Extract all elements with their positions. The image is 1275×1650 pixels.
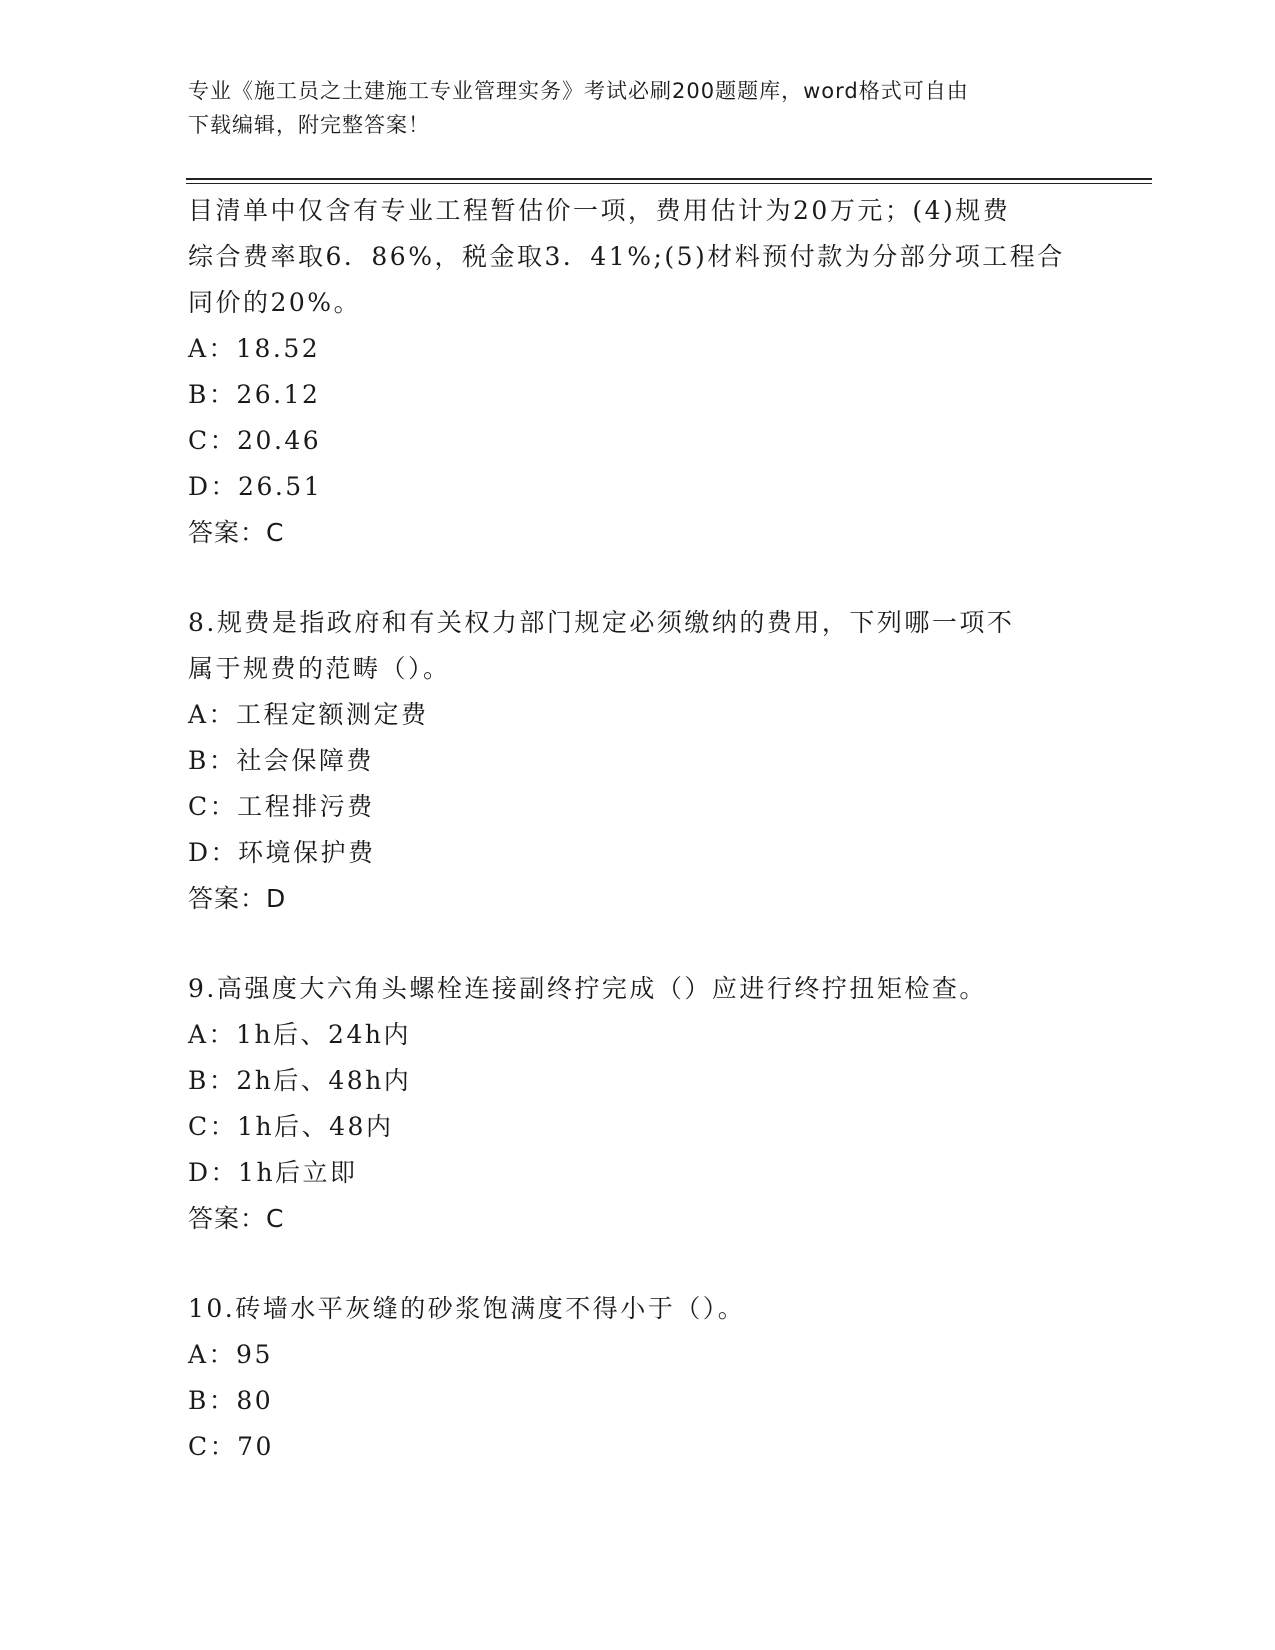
option-c: C：工程排污费 (188, 792, 375, 821)
question-9 (188, 966, 1088, 1242)
option-c: C：1h后、48内 (188, 1112, 394, 1141)
question-stem-line: 10.砖墙水平灰缝的砂浆饱满度不得小于（）。 (188, 1294, 746, 1323)
option-b: B：26.12 (188, 380, 321, 409)
option-b: B：2h后、48h内 (188, 1066, 412, 1095)
header-line-1: 专业《施工员之土建施工专业管理实务》考试必刷200题题库，word格式可自由 (188, 79, 969, 103)
question-7 (188, 188, 1088, 556)
option-d: D：环境保护费 (188, 838, 376, 867)
option-a: A：1h后、24h内 (188, 1020, 411, 1049)
answer-line: 答案：C (188, 518, 285, 547)
question-stem-line: 9.高强度大六角头螺栓连接副终拧完成（）应进行终拧扭矩检查。 (188, 974, 987, 1003)
question-stem-line: 同价的20%。 (188, 288, 362, 317)
question-8 (188, 600, 1088, 922)
option-b: B：社会保障费 (188, 746, 374, 775)
question-list (188, 188, 1088, 1470)
option-a: A：95 (188, 1340, 273, 1369)
option-d: D：1h后立即 (188, 1158, 358, 1187)
option-b: B：80 (188, 1386, 274, 1415)
option-c: C：20.46 (188, 426, 322, 455)
header-divider-thick (186, 178, 1152, 180)
question-stem-line: 目清单中仅含有专业工程暂估价一项，费用估计为20万元；(4)规费 (188, 196, 1011, 225)
answer-line: 答案：C (188, 1204, 285, 1233)
document-header (188, 74, 1088, 142)
option-c: C：70 (188, 1432, 274, 1461)
question-10 (188, 1286, 1088, 1470)
question-stem-line: 综合费率取6．86%，税金取3．41%;(5)材料预付款为分部分项工程合 (188, 242, 1065, 271)
option-a: A：18.52 (188, 334, 321, 363)
header-divider-thin (186, 183, 1152, 184)
option-d: D：26.51 (188, 472, 323, 501)
option-a: A：工程定额测定费 (188, 700, 429, 729)
question-stem-line: 8.规费是指政府和有关权力部门规定必须缴纳的费用，下列哪一项不 (188, 608, 1015, 637)
header-line-2: 下载编辑，附完整答案！ (188, 113, 430, 137)
question-stem-line: 属于规费的范畴（）。 (188, 654, 451, 683)
answer-line: 答案：D (188, 884, 287, 913)
